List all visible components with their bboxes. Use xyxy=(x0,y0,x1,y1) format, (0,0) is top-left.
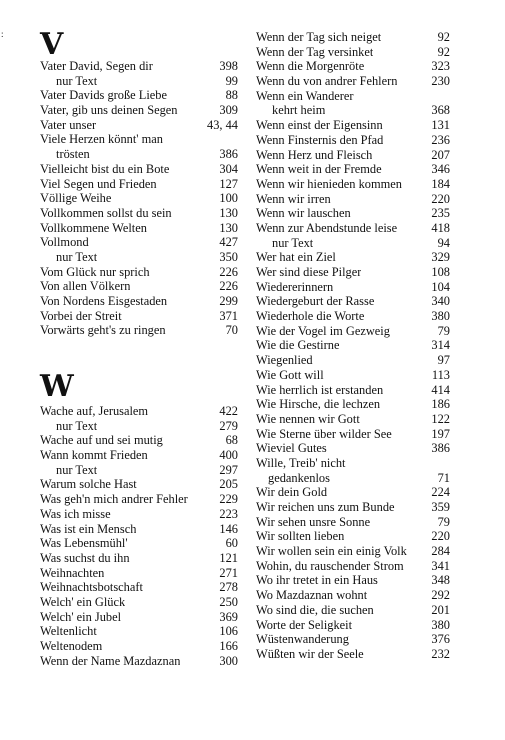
entry-page-number: 220 xyxy=(431,529,450,544)
index-entry xyxy=(256,544,450,559)
entry-title: Wer hat ein Ziel xyxy=(256,250,336,265)
index-entry xyxy=(256,515,450,530)
entry-page-number: 300 xyxy=(219,653,238,668)
index-entry xyxy=(256,603,450,618)
index-entry xyxy=(40,265,238,280)
entries-list-right xyxy=(256,30,450,662)
entry-title: Welch' ein Jubel xyxy=(40,609,122,624)
section-letter-v: V xyxy=(40,27,64,62)
index-entry xyxy=(40,404,238,419)
index-entry xyxy=(256,485,450,500)
entry-title: Vollmond xyxy=(40,235,89,250)
entries-list-v xyxy=(40,59,238,338)
index-entry xyxy=(40,235,238,250)
entry-page-number: 130 xyxy=(219,220,238,235)
entry-page-number: 92 xyxy=(437,44,450,59)
entry-page-number: 368 xyxy=(431,103,450,118)
entry-title: Wir dein Gold xyxy=(256,485,328,500)
index-entry xyxy=(40,419,238,434)
entry-title: nur Text xyxy=(56,462,98,477)
index-entry xyxy=(40,177,238,192)
entry-title: Wenn der Name Mazdaznan xyxy=(40,653,181,668)
entry-page-number: 127 xyxy=(219,176,238,191)
index-entry xyxy=(40,566,238,581)
entry-page-number: 79 xyxy=(437,514,450,529)
entry-title: Wache auf und sei mutig xyxy=(40,433,163,448)
entry-title: Wo Mazdaznan wohnt xyxy=(256,588,368,603)
entry-page-number: 346 xyxy=(431,162,450,177)
entry-title: gedankenlos xyxy=(268,470,330,485)
entry-title: Worte der Seligkeit xyxy=(256,617,353,632)
entry-title: Wenn der Tag sich neiget xyxy=(256,30,382,44)
entry-title: Vater Davids große Liebe xyxy=(40,88,167,103)
index-entry xyxy=(256,383,450,398)
index-entry xyxy=(40,595,238,610)
index-entry xyxy=(40,551,238,566)
entry-page-number: 350 xyxy=(219,249,238,264)
entry-page-number: 314 xyxy=(431,338,450,353)
index-entry xyxy=(256,206,450,221)
entry-page-number: 104 xyxy=(431,279,450,294)
index-entry xyxy=(256,368,450,383)
entry-page-number: 398 xyxy=(219,59,238,73)
entry-title: Wo ihr tretet in ein Haus xyxy=(256,573,378,588)
index-entry xyxy=(40,536,238,551)
entry-page-number: 427 xyxy=(219,235,238,250)
entry-title: Wenn ein Wanderer xyxy=(256,88,354,103)
entry-page-number: 341 xyxy=(431,558,450,573)
entry-page-number: 184 xyxy=(431,176,450,191)
entry-title: Vielleicht bist du ein Bote xyxy=(40,161,170,176)
entry-page-number: 386 xyxy=(219,147,238,162)
index-entry xyxy=(40,463,238,478)
entry-title: Viel Segen und Frieden xyxy=(40,176,157,191)
entry-title: Wüstenwanderung xyxy=(256,632,349,647)
entry-page-number: 359 xyxy=(431,500,450,514)
entry-title: Wiedergeburt der Rasse xyxy=(256,294,375,309)
entry-page-number: 201 xyxy=(431,602,450,617)
entry-page-number: 166 xyxy=(219,639,238,653)
entry-title: Wenn du von andrer Fehlern xyxy=(256,74,398,89)
entry-page-number: 380 xyxy=(431,309,450,324)
entry-title: Vorbei der Streit xyxy=(40,308,122,323)
index-entry xyxy=(40,323,238,338)
entry-title: Wann kommt Frieden xyxy=(40,448,148,463)
entry-title: Wenn weit in der Fremde xyxy=(256,162,382,177)
index-entry xyxy=(40,522,238,537)
index-entry xyxy=(40,206,238,221)
entry-title: Weltenodem xyxy=(40,639,103,653)
entry-title: Was ist ein Mensch xyxy=(40,521,137,536)
margin-marks: : xyxy=(1,29,4,39)
entry-title: Wie herrlich ist erstanden xyxy=(256,382,384,397)
index-entry xyxy=(40,132,238,147)
entry-page-number: 226 xyxy=(219,279,238,294)
entry-title: nur Text xyxy=(56,418,98,433)
entry-title: nur Text xyxy=(272,235,314,250)
entry-title: Vollkommene Welten xyxy=(40,220,147,235)
entry-page-number: 278 xyxy=(219,580,238,595)
section-letter-w: W xyxy=(40,369,74,404)
entry-title: Wieviel Gutes xyxy=(256,441,327,456)
index-entry xyxy=(40,191,238,206)
entry-title: Wir reichen uns zum Bunde xyxy=(256,500,395,514)
index-entry xyxy=(256,412,450,427)
index-entry xyxy=(256,45,450,60)
entry-title: Vollkommen sollst du sein xyxy=(40,205,172,220)
entry-title: Viele Herzen könnt' man xyxy=(40,132,163,147)
entry-page-number: 131 xyxy=(431,118,450,133)
entry-page-number: 207 xyxy=(431,147,450,162)
entry-title: Wenn wir irren xyxy=(256,191,331,206)
entry-page-number: 108 xyxy=(431,265,450,279)
index-entry xyxy=(40,103,238,118)
entry-title: Vater unser xyxy=(40,117,97,132)
index-entry xyxy=(256,221,450,236)
index-entry xyxy=(40,507,238,522)
index-entry xyxy=(256,30,450,45)
entry-page-number: 329 xyxy=(431,250,450,265)
entry-title: Weihnachten xyxy=(40,565,105,580)
entry-title: Wenn wir hienieden kommen xyxy=(256,176,402,191)
index-entry xyxy=(256,148,450,163)
index-entry xyxy=(256,309,450,324)
entry-title: Vorwärts geht's zu ringen xyxy=(40,323,166,338)
entry-page-number: 205 xyxy=(219,477,238,492)
entry-title: Wenn zur Abendstunde leise xyxy=(256,220,398,235)
entry-title: Wiedererinnern xyxy=(256,279,334,294)
index-entry xyxy=(40,610,238,625)
index-entry xyxy=(256,618,450,633)
entry-title: Vater David, Segen dir xyxy=(40,59,153,73)
index-entry xyxy=(256,353,450,368)
entry-page-number: 99 xyxy=(225,73,238,88)
index-entry xyxy=(40,221,238,236)
entry-title: nur Text xyxy=(56,249,98,264)
entry-page-number: 92 xyxy=(437,30,450,44)
index-entry xyxy=(40,74,238,89)
entry-page-number: 304 xyxy=(219,161,238,176)
entry-title: Wiederhole die Worte xyxy=(256,309,365,324)
entry-title: Wie die Gestirne xyxy=(256,338,340,353)
entry-page-number: 88 xyxy=(225,88,238,103)
index-entry xyxy=(256,427,450,442)
entry-page-number: 79 xyxy=(437,323,450,338)
entry-page-number: 43, 44 xyxy=(207,117,238,132)
entry-title: Wo sind die, die suchen xyxy=(256,602,374,617)
entry-page-number: 94 xyxy=(437,235,450,250)
entry-title: Warum solche Hast xyxy=(40,477,137,492)
index-entry xyxy=(256,118,450,133)
entry-page-number: 122 xyxy=(431,411,450,426)
entry-page-number: 386 xyxy=(431,441,450,456)
index-entry xyxy=(40,279,238,294)
entry-page-number: 229 xyxy=(219,492,238,507)
index-entry xyxy=(40,580,238,595)
entry-page-number: 323 xyxy=(431,59,450,74)
entry-page-number: 223 xyxy=(219,506,238,521)
index-entry xyxy=(256,280,450,295)
index-entry xyxy=(256,265,450,280)
index-entry xyxy=(256,103,450,118)
index-entry xyxy=(256,250,450,265)
index-entry xyxy=(256,192,450,207)
entry-title: Welch' ein Glück xyxy=(40,594,126,609)
entry-title: Wenn die Morgenröte xyxy=(256,59,365,74)
index-entry xyxy=(256,588,450,603)
entry-title: Was Lebensmühl' xyxy=(40,536,128,551)
entry-page-number: 100 xyxy=(219,191,238,206)
entry-page-number: 340 xyxy=(431,294,450,309)
entry-title: kehrt heim xyxy=(272,103,326,118)
index-entry xyxy=(40,433,238,448)
entry-page-number: 369 xyxy=(219,609,238,624)
entry-page-number: 271 xyxy=(219,565,238,580)
entry-page-number: 400 xyxy=(219,448,238,463)
entry-title: Was geh'n mich andrer Fehler xyxy=(40,492,188,507)
entry-title: Wenn der Tag versinket xyxy=(256,44,374,59)
index-entry xyxy=(40,492,238,507)
index-entry xyxy=(256,632,450,647)
entry-title: Weltenlicht xyxy=(40,624,97,639)
entry-page-number: 197 xyxy=(431,426,450,441)
entry-page-number: 232 xyxy=(431,646,450,661)
entry-page-number: 60 xyxy=(225,536,238,551)
index-entry xyxy=(40,162,238,177)
entry-page-number: 220 xyxy=(431,191,450,206)
entry-title: Wille, Treib' nicht xyxy=(256,455,346,470)
index-entry xyxy=(40,654,238,669)
entry-page-number: 236 xyxy=(431,132,450,147)
entry-title: Wie Sterne über wilder See xyxy=(256,426,392,441)
index-entry xyxy=(40,294,238,309)
index-entry xyxy=(256,471,450,486)
entry-title: Wiegenlied xyxy=(256,353,313,368)
index-entry xyxy=(256,397,450,412)
index-entry xyxy=(256,162,450,177)
entry-title: Was suchst du ihn xyxy=(40,550,130,565)
index-entry xyxy=(256,74,450,89)
index-entry xyxy=(256,177,450,192)
entry-title: Wir sollten lieben xyxy=(256,529,345,544)
index-entry xyxy=(40,118,238,133)
entry-title: Wenn wir lauschen xyxy=(256,206,351,221)
entry-title: Wie nennen wir Gott xyxy=(256,411,360,426)
index-entry xyxy=(256,441,450,456)
entry-title: Wer sind diese Pilger xyxy=(256,265,362,279)
index-entry xyxy=(256,647,450,662)
entry-title: Wenn einst der Eigensinn xyxy=(256,118,383,133)
index-entry xyxy=(256,294,450,309)
index-entry xyxy=(256,324,450,339)
entry-title: Wache auf, Jerusalem xyxy=(40,404,149,418)
index-entry xyxy=(40,639,238,654)
entry-title: nur Text xyxy=(56,73,98,88)
entry-page-number: 226 xyxy=(219,264,238,279)
entry-page-number: 414 xyxy=(431,382,450,397)
entry-page-number: 284 xyxy=(431,544,450,559)
entry-page-number: 71 xyxy=(437,470,450,485)
entry-title: Weihnachtsbotschaft xyxy=(40,580,143,595)
entry-title: Vom Glück nur sprich xyxy=(40,264,150,279)
index-entry xyxy=(256,89,450,104)
entry-page-number: 292 xyxy=(431,588,450,603)
entry-page-number: 279 xyxy=(219,418,238,433)
entry-page-number: 146 xyxy=(219,521,238,536)
entry-title: Wenn Herz und Fleisch xyxy=(256,147,373,162)
entry-title: trösten xyxy=(56,147,90,162)
entry-title: Wüßten wir der Seele xyxy=(256,646,364,661)
entry-page-number: 97 xyxy=(437,353,450,368)
entry-page-number: 70 xyxy=(225,323,238,338)
index-entry xyxy=(40,250,238,265)
entry-page-number: 130 xyxy=(219,205,238,220)
index-entry xyxy=(256,500,450,515)
index-entry xyxy=(256,236,450,251)
entry-page-number: 348 xyxy=(431,573,450,588)
entry-title: Wohin, du rauschender Strom xyxy=(256,558,404,573)
entry-title: Was ich misse xyxy=(40,506,111,521)
entry-page-number: 68 xyxy=(225,433,238,448)
entry-page-number: 230 xyxy=(431,74,450,89)
entry-page-number: 299 xyxy=(219,294,238,308)
entries-list-w xyxy=(40,404,238,668)
entry-title: Wie Hirsche, die lechzen xyxy=(256,397,381,412)
entry-page-number: 371 xyxy=(219,308,238,323)
index-entry xyxy=(256,338,450,353)
entry-title: Von Nordens Eisgestaden xyxy=(40,294,168,308)
entry-page-number: 418 xyxy=(431,220,450,235)
index-entry xyxy=(40,147,238,162)
entry-title: Wenn Finsternis den Pfad xyxy=(256,132,384,147)
entry-page-number: 380 xyxy=(431,617,450,632)
entry-title: Völlige Weihe xyxy=(40,191,112,206)
index-entry xyxy=(40,59,238,74)
entry-page-number: 186 xyxy=(431,397,450,412)
index-entry xyxy=(256,59,450,74)
index-entry xyxy=(256,573,450,588)
entry-page-number: 376 xyxy=(431,632,450,647)
entry-page-number: 106 xyxy=(219,624,238,639)
entry-title: Wir sehen unsre Sonne xyxy=(256,514,371,529)
entry-page-number: 235 xyxy=(431,206,450,221)
entry-page-number: 297 xyxy=(219,462,238,477)
index-entry xyxy=(40,448,238,463)
entry-title: Wie Gott will xyxy=(256,367,324,382)
entry-title: Von allen Völkern xyxy=(40,279,131,294)
entry-title: Vater, gib uns deinen Segen xyxy=(40,103,178,118)
index-entry xyxy=(40,309,238,324)
entry-page-number: 224 xyxy=(431,485,450,500)
index-entry xyxy=(256,133,450,148)
index-entry xyxy=(256,456,450,471)
index-entry xyxy=(40,624,238,639)
entry-page-number: 422 xyxy=(219,404,238,418)
entry-title: Wir wollen sein ein einig Volk xyxy=(256,544,407,559)
index-entry xyxy=(256,559,450,574)
entry-page-number: 250 xyxy=(219,594,238,609)
entry-title: Wie der Vogel im Gezweig xyxy=(256,323,390,338)
index-entry xyxy=(256,529,450,544)
entry-page-number: 113 xyxy=(431,367,450,382)
index-entry xyxy=(40,88,238,103)
index-entry xyxy=(40,477,238,492)
entry-page-number: 121 xyxy=(219,550,238,565)
entry-page-number: 309 xyxy=(219,103,238,118)
